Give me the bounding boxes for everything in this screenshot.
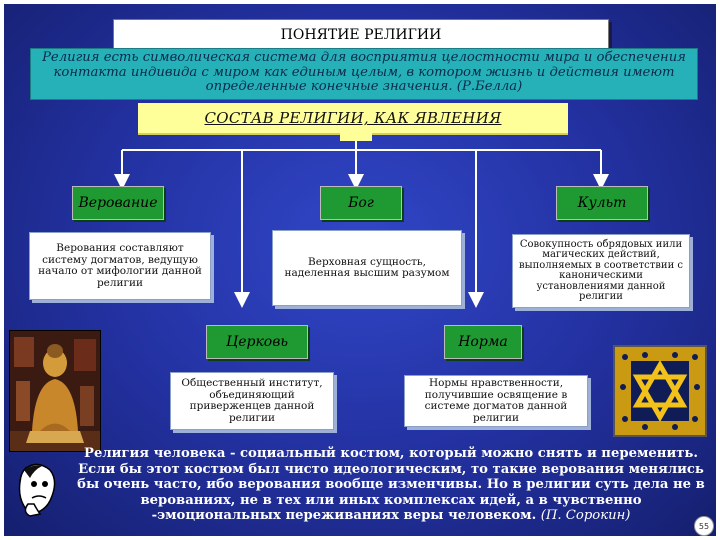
sorokin-quote — [76, 446, 706, 526]
quote-author: (П. Сорокин) — [540, 508, 631, 523]
page-title: ПОНЯТИЕ РЕЛИГИИ — [113, 19, 609, 51]
buddha-image — [9, 330, 101, 452]
belief-label: Верование — [72, 186, 164, 220]
god-label: Бог — [320, 186, 402, 220]
god-description: Верховная сущность, наделенная высшим разумом — [272, 230, 462, 306]
norm-description: Нормы нравственности, получившие освящение в системе догматов данной религии — [404, 375, 588, 427]
church-description: Общественный институт, объединяющий приверженцев данной религии — [170, 372, 334, 430]
page-number: 55 — [694, 516, 714, 536]
belief-description: Верования составляют систему догматов, ведущую начало от мифологии данной религии — [29, 232, 211, 300]
quote-text: Религия человека - социальный костюм, который можно снять и переменить. Если бы этот костюм был чисто идеологическим, то такие верования менялись бы очень часто, ибо верования вообще изменчивы. Но в религии суть дела не в верованиях, не в тех или иных комплексах идей, а в чувственно -эмоциональных переживаниях веры человеком. — [77, 446, 705, 523]
composition-heading: СОСТАВ РЕЛИГИИ, КАК ЯВЛЕНИЯ — [138, 103, 568, 135]
cult-description: Совокупность обрядовых иили магических действий, выполняемых в соответствии с каноническими установлениями данной религии — [512, 234, 690, 308]
cult-label: Культ — [556, 186, 648, 220]
thinking-face-icon — [12, 462, 62, 518]
norm-label: Норма — [444, 325, 522, 359]
religion-definition: Религия есть символическая система для восприятия целостности мира и обеспечения контакта индивида с миром как единым целым, в котором жизнь и действия имеют определенные конечные значения. (Р.Белла) — [30, 48, 698, 100]
star-of-david-image — [613, 345, 707, 437]
church-label: Церковь — [206, 325, 308, 359]
